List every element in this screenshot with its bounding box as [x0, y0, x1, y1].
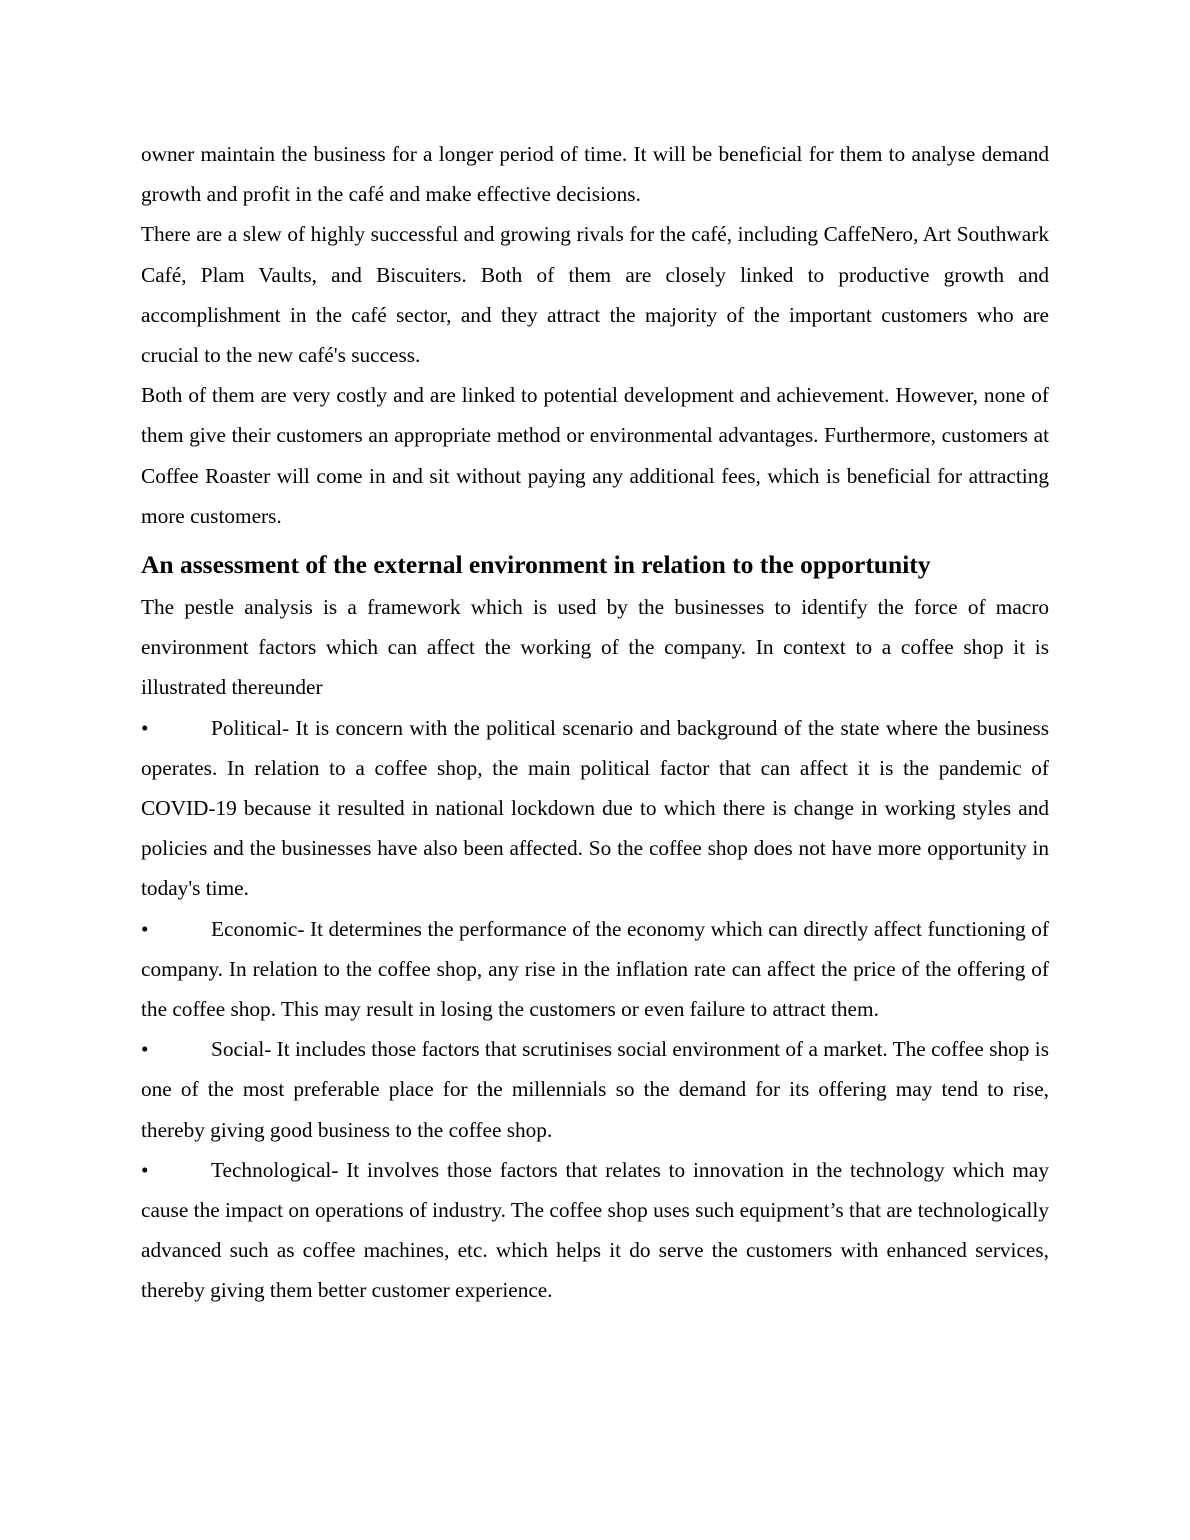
- bullet-icon: •: [141, 1157, 149, 1182]
- bullet-icon: •: [141, 1037, 149, 1062]
- paragraph-advantages: Both of them are very costly and are linked to potential development and achievement. However, none of them give their customers an appropriate method or environmental advantages. Furthermore, customers at Coffee Roaster will come in and sit without paying any additional fees, which is beneficial for attracting more customers.: [141, 383, 1049, 528]
- bullet-text: Technological- It involves those factors that relates to innovation in the technology which may cause the impact on operations of industry. The coffee shop uses such equipment’s that are technologically advanced such as coffee machines, etc. which helps it do serve the customers with enhanced services, thereby giving them better customer experience.: [141, 1157, 1049, 1303]
- bullet-text: Political- It is concern with the political scenario and background of the state where the business operates. In relation to a coffee shop, the main political factor that can affect it is the pandemic of COVID-19 because it resulted in national lockdown due to which there is change in working styles and policies and the businesses have also been affected. So the coffee shop does not have more opportunity in today's time.: [141, 715, 1049, 901]
- bullet-icon: •: [141, 916, 149, 941]
- list-item-political: [141, 708, 1049, 909]
- bullet-text: Social- It includes those factors that scrutinises social environment of a market. The coffee shop is one of the most preferable place for the millennials so the demand for its offering may tend to rise, thereby giving good business to the coffee shop.: [141, 1037, 1049, 1142]
- list-item-technological: [141, 1150, 1049, 1311]
- list-item-economic: [141, 909, 1049, 1030]
- section-heading: An assessment of the external environment in relation to the opportunity: [141, 550, 931, 580]
- paragraph-continuation: owner maintain the business for a longer period of time. It will be beneficial for them to analyse demand growth and profit in the café and make effective decisions.: [141, 142, 1049, 207]
- paragraph-pestle-intro: The pestle analysis is a framework which is used by the businesses to identify the force of macro environment factors which can affect the working of the company. In context to a coffee shop it is illustrated thereunder: [141, 595, 1049, 700]
- bullet-icon: •: [141, 715, 149, 740]
- list-item-social: [141, 1029, 1049, 1150]
- document-page: [141, 134, 1049, 1311]
- bullet-text: Economic- It determines the performance of the economy which can directly affect functioning of company. In relation to the coffee shop, any rise in the inflation rate can affect the price of the offering of the coffee shop. This may result in losing the customers or even failure to attract them.: [141, 916, 1049, 1022]
- paragraph-competitors: There are a slew of highly successful and growing rivals for the café, including CaffeNero, Art Southwark Café, Plam Vaults, and Biscuiters. Both of them are closely linked to productive growth and accomplishment in the café sector, and they attract the majority of the important customers who are crucial to the new café's success.: [141, 222, 1049, 368]
